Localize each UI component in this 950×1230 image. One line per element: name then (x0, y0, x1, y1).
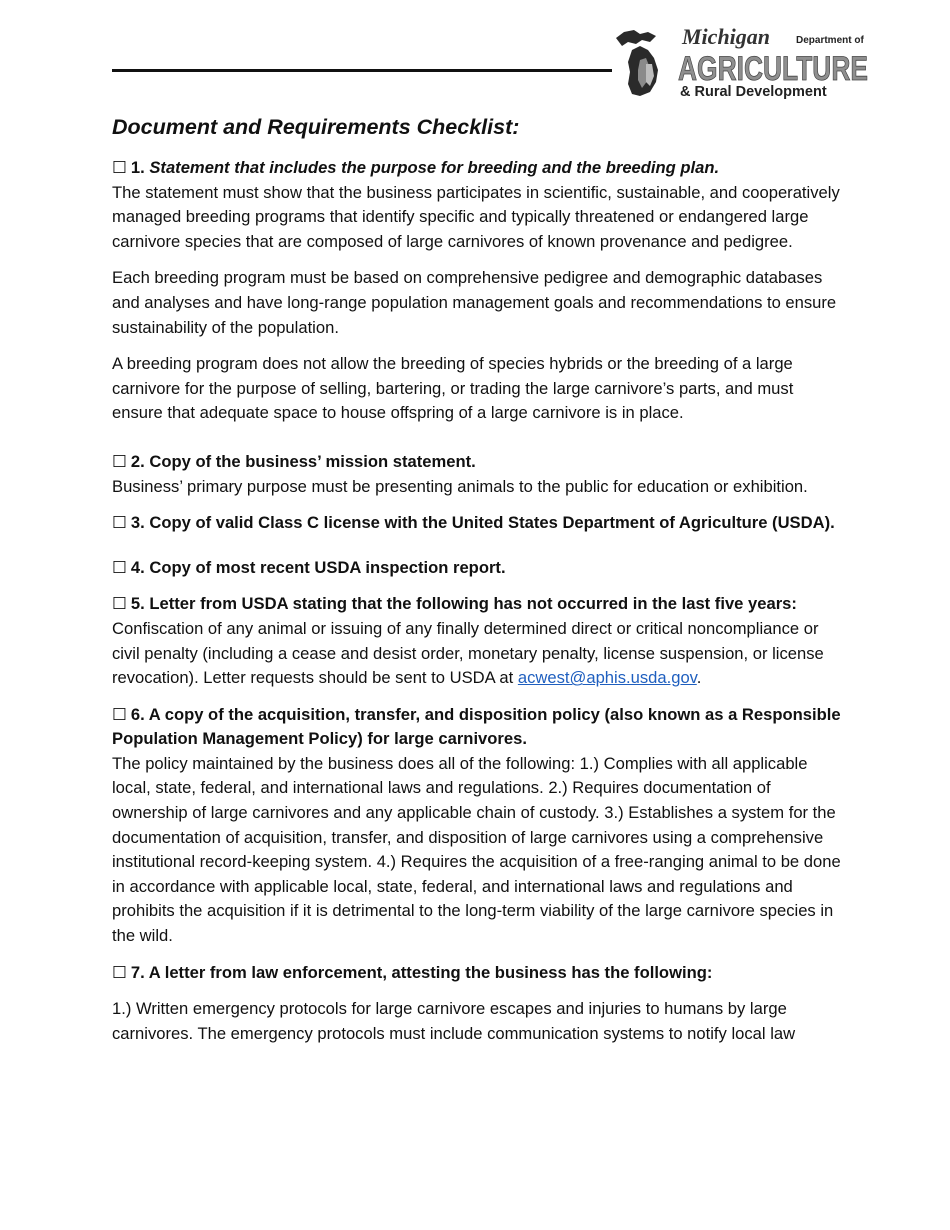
item-body-end: . (696, 668, 702, 688)
item-body (112, 617, 847, 691)
michigan-agriculture-logo (610, 24, 872, 100)
logo-rural-text: & Rural Development (680, 84, 827, 100)
checklist-item-heading (112, 703, 847, 752)
logo-department-text: Department of (796, 35, 864, 46)
logo-agriculture-text: AGRICULTURE (678, 50, 868, 88)
item-heading-text: Copy of the business’ mission statement. (149, 451, 476, 471)
michigan-map-icon (616, 30, 658, 96)
checklist-item-4 (112, 556, 847, 581)
item-paragraph: The statement must show that the business participates in scientific, sustainable, and cooperatively managed breeding programs that identify specific and typically threatened or endangered large carnivore species that are composed of large carnivores of known provenance and pedigree. (112, 182, 840, 251)
item-number: 3. (130, 513, 145, 533)
checklist-item-heading (112, 961, 847, 986)
item-heading-text: Copy of most recent USDA inspection report. (149, 557, 506, 577)
item-heading-text: Statement that includes the purpose for breeding and the breeding plan. (149, 158, 720, 177)
logo-michigan-text: Michigan (682, 24, 771, 49)
item-body-text: Confiscation of any animal or issuing of any finally determined direct or critical noncompliance or civil penalty (including a cease and desist order, monetary penalty, license suspension, or license revocation). Letter requests should be sent to USDA at (112, 618, 824, 688)
checklist-item-heading (112, 511, 847, 536)
item-body: Business’ primary purpose must be presenting animals to the public for education or exhibition. (112, 476, 808, 496)
checklist-item-heading (112, 156, 847, 181)
item-number: 4. (130, 557, 145, 577)
checklist-item-heading (112, 556, 847, 581)
checkbox-icon[interactable]: ☐ (112, 513, 127, 533)
item-heading-text: A letter from law enforcement, attesting the business has the following: (148, 962, 713, 982)
item-body: The policy maintained by the business does all of the following: 1.) Complies with all applicable local, state, federal, and international laws and regulations. 2.) Requires documentation of ownership of large carnivores and any applicable chain of custody. 3.) Establishes a system for the documentation of acquisition, transfer, and disposition of large carnivores using a comprehensive institutional record-keeping system. 4.) Requires the acquisition of a free-ranging animal to be done in accordance with applicable local, state, federal, and international laws and regulations and prohibits the acquisition if it is detrimental to the long-term viability of the large carnivore species in the wild. (112, 753, 841, 946)
checkbox-icon[interactable]: ☐ (112, 557, 127, 577)
item-heading-text: A copy of the acquisition, transfer, and disposition policy (also known as a Responsible Population Management Policy) for large carnivores. (112, 704, 841, 749)
checkbox-icon[interactable]: ☐ (112, 594, 127, 614)
item-number: 6. (130, 704, 145, 724)
checklist-item-2 (112, 450, 847, 499)
item-paragraph: Each breeding program must be based on comprehensive pedigree and demographic databases and analyses and have long-range population management goals and recommendations to ensure sustainability of the population. (112, 268, 837, 337)
checkbox-icon[interactable]: ☐ (112, 158, 127, 177)
checkbox-icon[interactable]: ☐ (112, 962, 127, 982)
item-number: 1. (130, 158, 145, 177)
checklist-item-heading (112, 450, 847, 475)
checklist-item-7 (112, 961, 847, 1047)
checkbox-icon[interactable]: ☐ (112, 704, 127, 724)
item-number: 2. (130, 451, 145, 471)
item-body: 1.) Written emergency protocols for large carnivore escapes and injuries to humans by large carnivores. The emergency protocols must include communication systems to notify local law (112, 999, 796, 1043)
page-title: Document and Requirements Checklist: (112, 115, 520, 139)
header-rule (112, 69, 612, 72)
item-number: 7. (130, 962, 145, 982)
checklist-item-3 (112, 511, 847, 536)
checklist-item-5 (112, 592, 847, 690)
checklist-item-heading (112, 592, 847, 617)
checklist-item-1 (112, 156, 847, 426)
checklist-content (112, 112, 847, 1058)
checkbox-icon[interactable]: ☐ (112, 451, 127, 471)
item-heading-text: Copy of valid Class C license with the United States Department of Agriculture (USDA). (149, 513, 835, 533)
usda-email-link[interactable]: acwest@aphis.usda.gov (517, 668, 697, 688)
item-number: 5. (130, 594, 145, 614)
item-heading-text: Letter from USDA stating that the following has not occurred in the last five years: (149, 594, 797, 614)
checklist-item-6 (112, 703, 847, 949)
item-paragraph: A breeding program does not allow the breeding of species hybrids or the breeding of a large carnivore for the purpose of selling, bartering, or trading the large carnivore’s parts, and must ensure that adequate space to house offspring of a large carnivore is in place. (112, 354, 794, 423)
